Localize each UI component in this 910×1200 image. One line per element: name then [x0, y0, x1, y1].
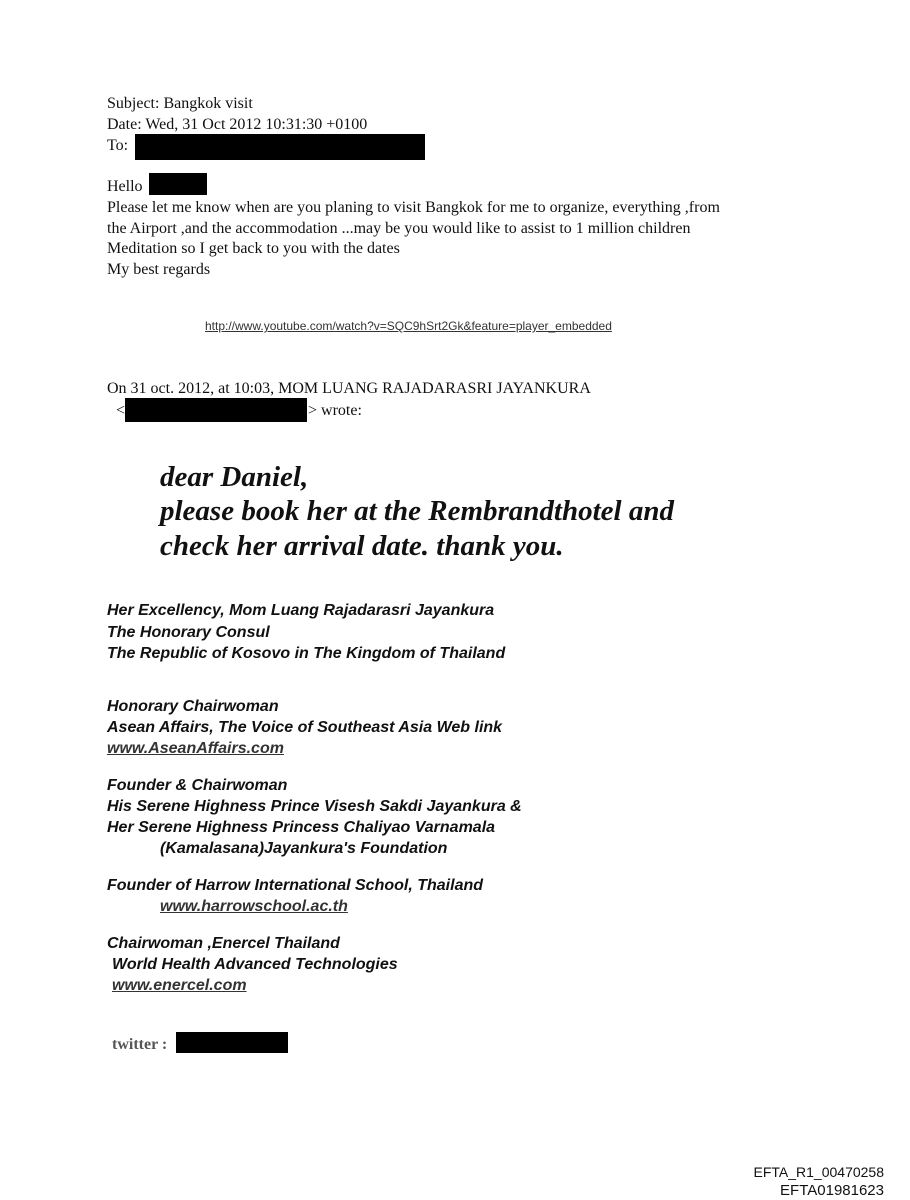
message-line: check her arrival date. thank you. — [160, 530, 564, 562]
document-id: EFTA_R1_00470258 — [753, 1164, 884, 1180]
signature-line: Founder & Chairwoman — [107, 777, 288, 794]
signature-line: Honorary Chairwoman — [107, 698, 279, 715]
body-line: Please let me know when are you planing to visit Bangkok for me to organize, everything ,from — [107, 199, 720, 216]
twitter-label: twitter : — [112, 1036, 168, 1053]
signature-line: Chairwoman ,Enercel Thailand — [107, 935, 340, 952]
redaction-bar — [149, 173, 207, 195]
body-line: the Airport ,and the accommodation ...may be you would like to assist to 1 million children — [107, 220, 691, 237]
signature-line: The Republic of Kosovo in The Kingdom of Thailand — [107, 645, 506, 662]
signature-line: Founder of Harrow International School, Thailand — [107, 877, 484, 894]
body-line: Meditation so I get back to you with the dates — [107, 240, 400, 257]
document-id: EFTA01981623 — [780, 1182, 884, 1199]
subject-line: Subject: Bangkok visit — [107, 95, 253, 112]
quote-intro: On 31 oct. 2012, at 10:03, MOM LUANG RAJADARASRI JAYANKURA — [107, 380, 591, 397]
date-line: Date: Wed, 31 Oct 2012 10:31:30 +0100 — [107, 116, 368, 133]
message-line: please book her at the Rembrandthotel and — [160, 495, 674, 527]
greeting: Hello — [107, 178, 143, 195]
signature-line: The Honorary Consul — [107, 624, 270, 641]
signature-line: Asean Affairs, The Voice of Southeast Asia Web link — [107, 719, 503, 736]
quote-wrote: > wrote: — [308, 402, 362, 419]
youtube-link[interactable]: http://www.youtube.com/watch?v=SQC9hSrt2Gk&feature=player_embedded — [205, 319, 612, 333]
redaction-bar — [176, 1032, 288, 1053]
quote-lt: < — [116, 402, 126, 419]
to-label: To: — [107, 137, 129, 154]
signature-line: World Health Advanced Technologies — [112, 956, 398, 973]
to-line — [107, 136, 128, 156]
signature-line: Her Serene Highness Princess Chaliyao Varnamala — [107, 819, 496, 836]
harrow-school-link[interactable]: www.harrowschool.ac.th — [160, 898, 348, 915]
signature-line: His Serene Highness Prince Visesh Sakdi Jayankura & — [107, 798, 522, 815]
signature-line: Her Excellency, Mom Luang Rajadarasri Jayankura — [107, 602, 495, 619]
redaction-bar — [125, 398, 307, 422]
redaction-bar — [135, 134, 425, 160]
message-line: dear Daniel, — [160, 461, 309, 493]
enercel-link[interactable]: www.enercel.com — [112, 977, 247, 994]
asean-affairs-link[interactable]: www.AseanAffairs.com — [107, 740, 284, 757]
body-line: My best regards — [107, 261, 211, 278]
signature-line: (Kamalasana)Jayankura's Foundation — [160, 840, 448, 857]
